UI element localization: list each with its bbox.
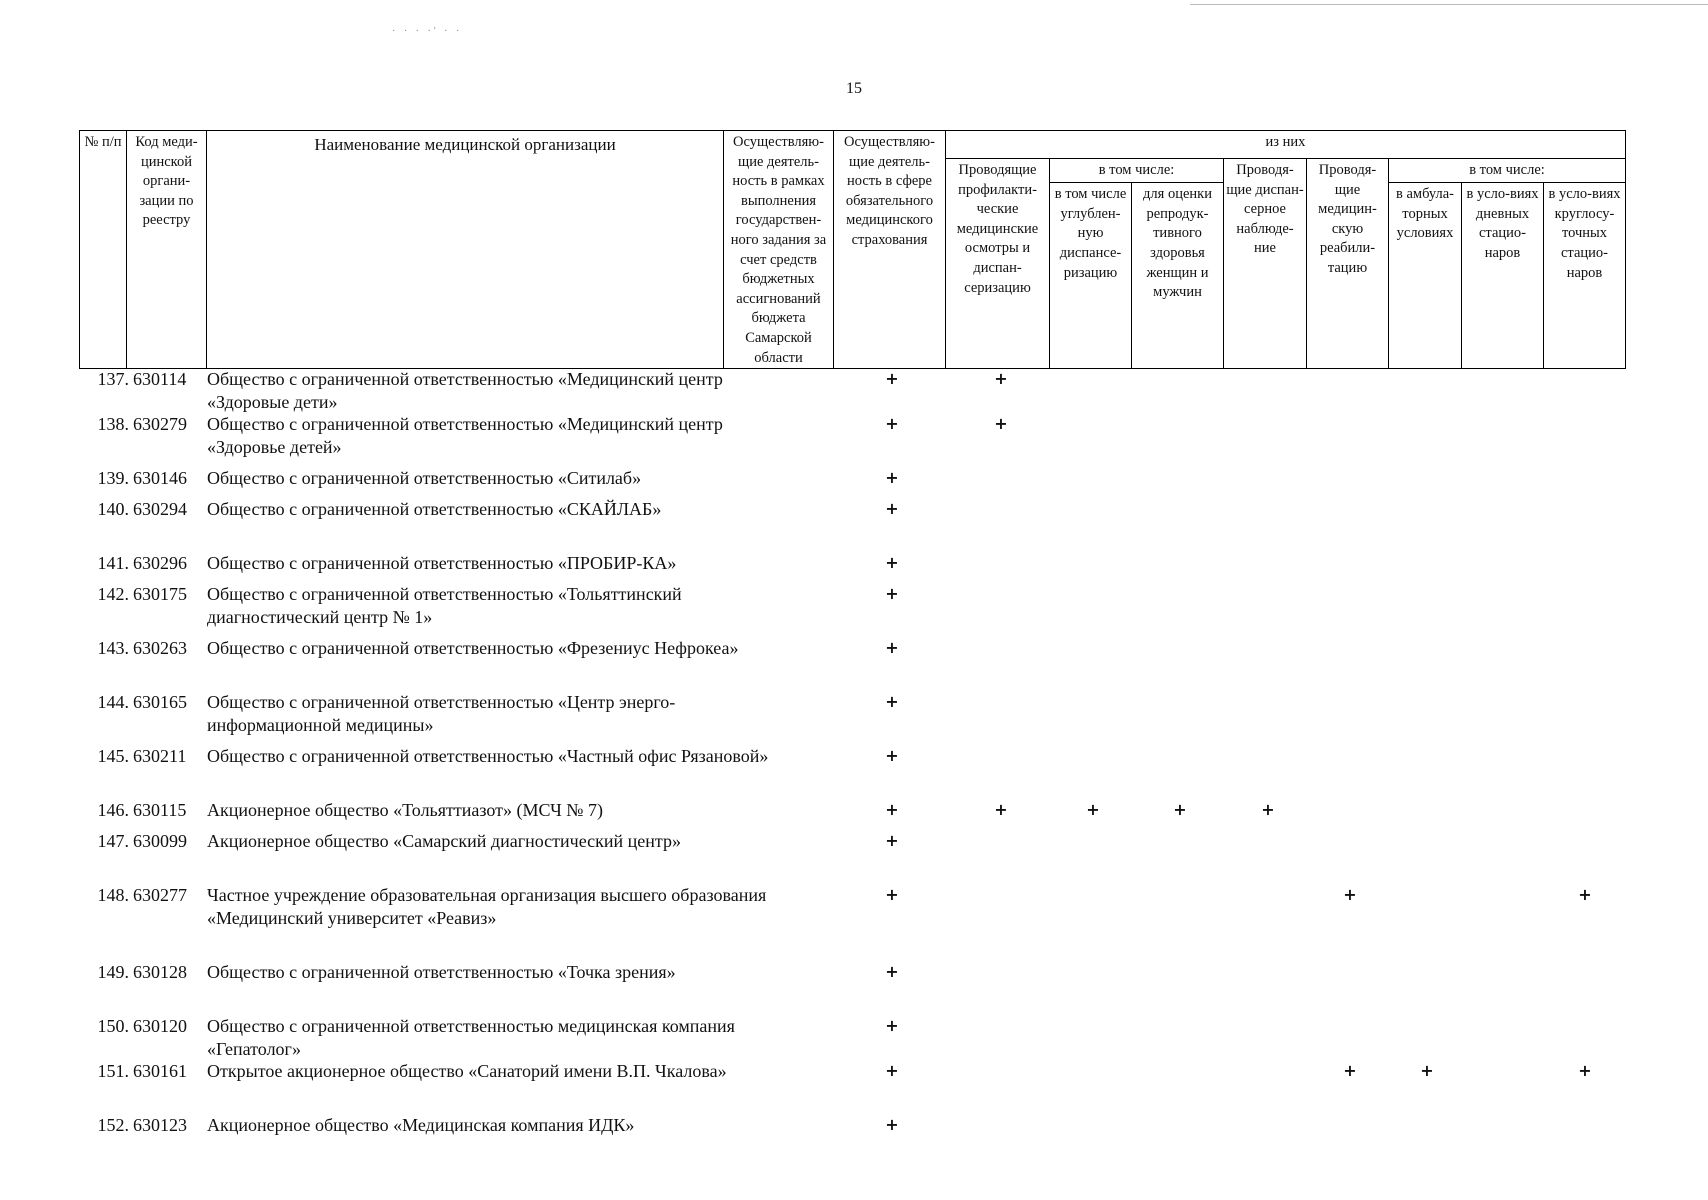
row-number: 148. [97, 885, 129, 905]
plus-mark-oms: + [885, 800, 899, 819]
row-number: 137. [97, 369, 129, 389]
row-code: 630099 [133, 831, 187, 851]
row-org-name: Акционерное общество «Самарский диагностический центр» [207, 831, 681, 851]
row-org-name: Общество с ограниченной ответственностью медицинская компания «Гепатолог» [207, 1016, 735, 1059]
header-name: Наименование медицинской организации [207, 131, 724, 369]
row-org-name: Общество с ограниченной ответственностью «Частный офис Рязановой» [207, 746, 769, 766]
table-row [79, 583, 1629, 637]
header-ugl: в том числе углублен-ную диспансе-ризацию [1050, 183, 1132, 369]
plus-mark-amb: + [1420, 1061, 1434, 1080]
plus-mark-kr: + [1578, 1061, 1592, 1080]
header-iz-nih: из них [946, 131, 1626, 159]
table-body [79, 368, 1629, 1145]
table-row [79, 552, 1629, 583]
header-disp: Проводя-щие диспан-серное наблюде-ние [1224, 159, 1307, 369]
row-org-name: Общество с ограниченной ответственностью «Медицинский центр «Здоровые дети» [207, 369, 723, 412]
plus-mark-kr: + [1578, 885, 1592, 904]
table-row [79, 637, 1629, 691]
plus-mark-oms: + [885, 553, 899, 572]
row-number: 139. [97, 468, 129, 488]
scan-artifact-line [1190, 4, 1708, 5]
plus-mark-disp: + [1261, 800, 1275, 819]
row-code: 630128 [133, 962, 187, 982]
row-org-name: Акционерное общество «Тольяттиазот» (МСЧ № 7) [207, 800, 603, 820]
plus-mark-prof: + [994, 800, 1008, 819]
row-number: 144. [97, 692, 129, 712]
row-number: 147. [97, 831, 129, 851]
plus-mark-oms: + [885, 638, 899, 657]
table-header [79, 130, 1626, 369]
plus-mark-oms: + [885, 746, 899, 765]
table-row [79, 745, 1629, 799]
table-row [79, 691, 1629, 745]
plus-mark-oms: + [885, 1016, 899, 1035]
row-org-name: Акционерное общество «Медицинская компания ИДК» [207, 1115, 635, 1135]
plus-mark-rep: + [1173, 800, 1187, 819]
row-number: 143. [97, 638, 129, 658]
row-number: 145. [97, 746, 129, 766]
row-number: 152. [97, 1115, 129, 1135]
table-row [79, 1015, 1629, 1060]
row-code: 630120 [133, 1016, 187, 1036]
row-number: 140. [97, 499, 129, 519]
table-row [79, 467, 1629, 498]
header-prof: Проводящие профилакти-ческие медицинские осмотры и диспан-серизацию [946, 159, 1050, 369]
plus-mark-oms: + [885, 831, 899, 850]
plus-mark-ugl: + [1086, 800, 1100, 819]
row-org-name: Общество с ограниченной ответственностью «СКАЙЛАБ» [207, 499, 662, 519]
header-dn: в усло-виях дневных стацио-наров [1462, 183, 1544, 369]
row-org-name: Общество с ограниченной ответственностью «ПРОБИР-КА» [207, 553, 677, 573]
table-row [79, 413, 1629, 467]
row-code: 630165 [133, 692, 187, 712]
row-number: 146. [97, 800, 129, 820]
table-row [79, 368, 1629, 413]
plus-mark-oms: + [885, 369, 899, 388]
row-code: 630263 [133, 638, 187, 658]
row-code: 630277 [133, 885, 187, 905]
header-reab: Проводя-щие медицин-скую реабили-тацию [1307, 159, 1389, 369]
header-num: № п/п [80, 131, 127, 369]
plus-mark-oms: + [885, 499, 899, 518]
plus-mark-oms: + [885, 1061, 899, 1080]
header-budget: Осуществляю-щие деятель-ность в рамках выполнения государствен-ного задания за счет средств бюджетных ассигнований бюджета Самарской области [724, 131, 834, 369]
plus-mark-oms: + [885, 584, 899, 603]
row-code: 630123 [133, 1115, 187, 1135]
row-org-name: Открытое акционерное общество «Санаторий имени В.П. Чкалова» [207, 1061, 727, 1081]
table-row [79, 799, 1629, 830]
table-row [79, 884, 1629, 961]
row-code: 630175 [133, 584, 187, 604]
row-number: 149. [97, 962, 129, 982]
row-code: 630279 [133, 414, 187, 434]
plus-mark-oms: + [885, 692, 899, 711]
header-amb: в амбула-торных условиях [1389, 183, 1462, 369]
table-row [79, 1060, 1629, 1114]
table-row [79, 961, 1629, 1015]
header-v-tom-chisle-2: в том числе: [1389, 159, 1626, 183]
plus-mark-oms: + [885, 414, 899, 433]
row-code: 630114 [133, 369, 187, 389]
row-code: 630146 [133, 468, 187, 488]
header-oms: Осуществляю-щие деятель-ность в сфере обязательного медицинского страхования [834, 131, 946, 369]
row-code: 630296 [133, 553, 187, 573]
header-v-tom-chisle-1: в том числе: [1050, 159, 1224, 183]
row-number: 150. [97, 1016, 129, 1036]
row-number: 138. [97, 414, 129, 434]
row-org-name: Общество с ограниченной ответственностью «Медицинский центр «Здоровье детей» [207, 414, 723, 457]
row-org-name: Общество с ограниченной ответственностью «Точка зрения» [207, 962, 676, 982]
plus-mark-prof: + [994, 369, 1008, 388]
header-code: Код меди-цинской органи-зации по реестру [127, 131, 207, 369]
row-number: 142. [97, 584, 129, 604]
row-code: 630161 [133, 1061, 187, 1081]
plus-mark-oms: + [885, 468, 899, 487]
row-org-name: Общество с ограниченной ответственностью «Центр энерго-информационной медицины» [207, 692, 676, 735]
plus-mark-reab: + [1343, 1061, 1357, 1080]
table-row [79, 498, 1629, 552]
row-code: 630294 [133, 499, 187, 519]
plus-mark-prof: + [994, 414, 1008, 433]
row-number: 151. [97, 1061, 129, 1081]
row-org-name: Общество с ограниченной ответственностью «Фрезениус Нефрокеа» [207, 638, 739, 658]
scan-specks: · · · ·' · · [392, 26, 463, 37]
row-org-name: Общество с ограниченной ответственностью «Ситилаб» [207, 468, 642, 488]
plus-mark-reab: + [1343, 885, 1357, 904]
table-row [79, 830, 1629, 884]
plus-mark-oms: + [885, 885, 899, 904]
plus-mark-oms: + [885, 962, 899, 981]
page-number: 15 [846, 80, 862, 97]
header-rep: для оценки репродук-тивного здоровья женщин и мужчин [1132, 183, 1224, 369]
plus-mark-oms: + [885, 1115, 899, 1134]
row-code: 630211 [133, 746, 187, 766]
row-code: 630115 [133, 800, 187, 820]
header-kr: в усло-виях круглосу-точных стацио-наров [1544, 183, 1626, 369]
row-number: 141. [97, 553, 129, 573]
table-row [79, 1114, 1629, 1145]
row-org-name: Общество с ограниченной ответственностью «Тольяттинский диагностический центр № 1» [207, 584, 682, 627]
row-org-name: Частное учреждение образовательная организация высшего образования «Медицинский университет «Реавиз» [207, 885, 767, 928]
